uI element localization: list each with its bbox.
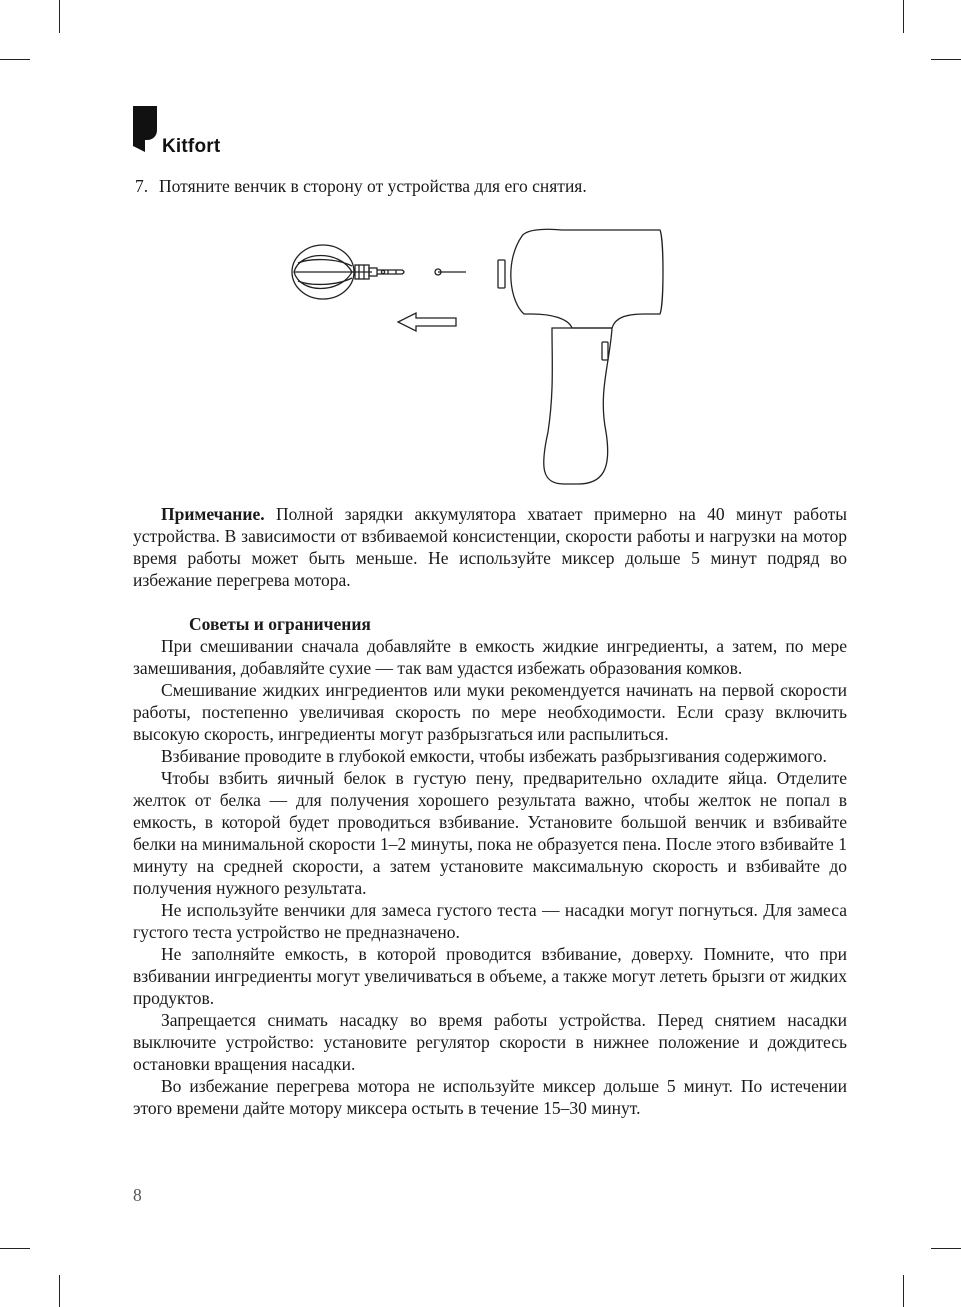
crop-mark xyxy=(0,1248,30,1249)
page-number: 8 xyxy=(133,1185,142,1205)
tip-paragraph: Не используйте венчики для замеса густого теста — насадки могут погнуться. Для замеса густого теста устройство не предназначено. xyxy=(133,900,847,942)
tip-paragraph: Взбивание проводите в глубокой емкости, чтобы избежать разбрызгивания содержимого. xyxy=(161,746,827,766)
tip-paragraph: Запрещается снимать насадку во время работы устройства. Перед снятием насадки выключите устройство: установите регулятор скорости в нижнее положение и дождитесь остановки вращения насадки. xyxy=(133,1010,847,1074)
arrow-left-icon xyxy=(398,313,456,331)
crop-mark xyxy=(903,1275,904,1307)
tip-paragraph: Чтобы взбить яичный белок в густую пену, предварительно охладите яйца. Отделите желток от белка — для получения хорошего результата важно, чтобы желток не попал в емкость, в которой будет проводиться взбивание. Установите большой венчик и взбивайте белки на минимальной скорости 1–2 минуты, пока не образуется пена. После этого взбивайте 1 минуту на средней скорости, а затем установите максимальную скорость и взбивайте до получения нужного результата. xyxy=(133,768,847,898)
page-content xyxy=(133,503,847,1119)
tip-paragraph: Не заполняйте емкость, в которой проводится взбивание, доверху. Помните, что при взбивании ингредиенты могут увеличиваться в объеме, а также могут лететь брызги от жидких продуктов. xyxy=(133,944,847,1008)
crop-mark xyxy=(903,0,904,33)
crop-mark xyxy=(931,59,961,60)
section-heading: Советы и ограничения xyxy=(189,614,371,634)
tip-paragraph: При смешивании сначала добавляйте в емкость жидкие ингредиенты, а затем, по мере замешивания, добавляйте сухие — так вам удастся избежать образования комков. xyxy=(133,636,847,678)
whisk-icon xyxy=(292,245,466,299)
instruction-step xyxy=(135,175,855,197)
whisk-removal-illustration xyxy=(280,222,680,487)
crop-mark xyxy=(59,1275,60,1307)
crop-mark xyxy=(0,59,30,60)
note-text: Полной зарядки аккумулятора хватает примерно на 40 минут работы устройства. В зависимости от взбиваемой консистенции, скорости работы и нагрузки на мотор время работы может быть меньше. Не используйте миксер дольше 5 минут подряд во избежание перегрева мотора. xyxy=(133,504,847,590)
crop-mark xyxy=(931,1248,961,1249)
step-text: Потяните венчик в сторону от устройства для его снятия. xyxy=(159,176,587,196)
note-paragraph xyxy=(133,503,847,591)
crop-mark xyxy=(59,0,60,33)
tip-paragraph: Смешивание жидких ингредиентов или муки рекомендуется начинать на первой скорости работы, постепенно увеличивая скорость по мере необходимости. Если сразу включить высокую скорость, ингредиенты могут разбрызгаться или распылиться. xyxy=(133,680,847,744)
hand-mixer-icon xyxy=(498,229,663,484)
step-number: 7. xyxy=(135,176,149,196)
tip-paragraph: Во избежание перегрева мотора не используйте миксер дольше 5 минут. По истечении этого времени дайте мотору миксера остыть в течение 15–30 минут. xyxy=(133,1076,847,1118)
note-label: Примечание. xyxy=(161,504,265,524)
brand-name: Kitfort xyxy=(162,136,221,157)
